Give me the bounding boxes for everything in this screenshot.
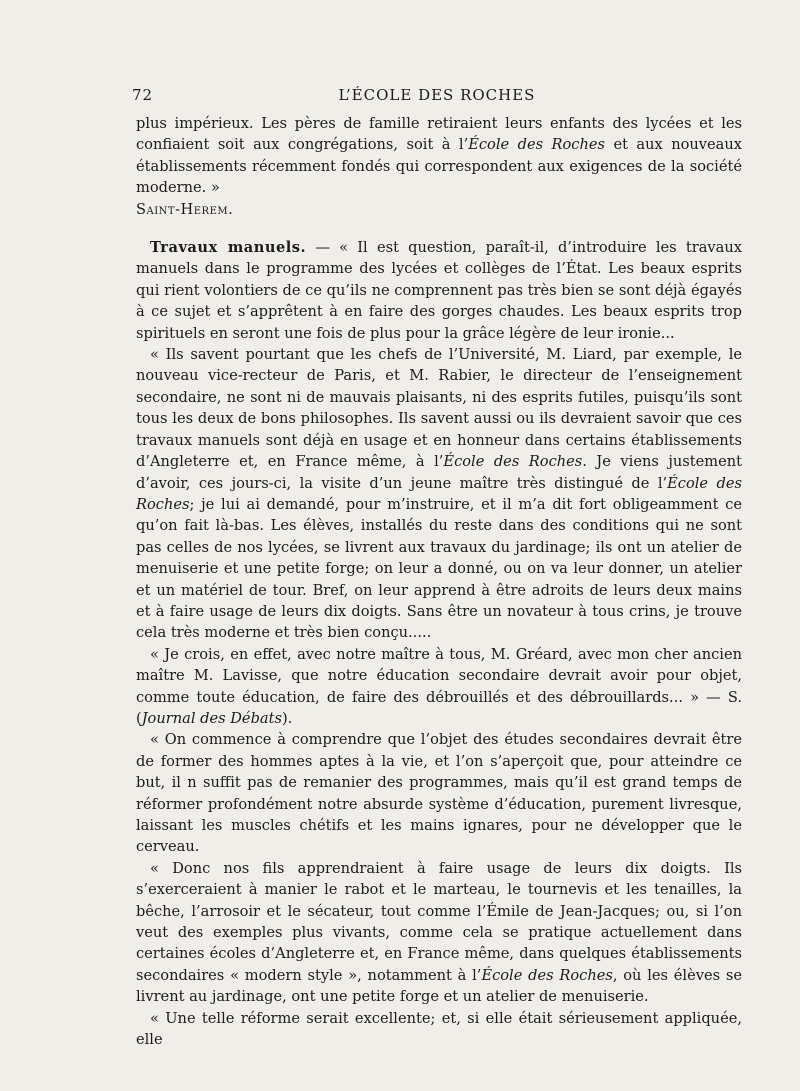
paragraph-3-italic-2: École des Roches: [136, 474, 742, 513]
paragraph-5: « On commence à comprendre que l’objet des études secondaires devrait être de former des hommes aptes à la vie, et l’on s’aperçoit que, pour atteindre ce but, il n suffit pas de remanier des programmes, mais qu’il est grand temps de réformer profondément notre absurde système d’éducation, purement livresque, laissant les muscles chétifs et les mains ignares, pour ne développer que le cerveau.: [136, 731, 742, 856]
paragraph-2-text: — « Il est question, paraît-il, d’introduire les travaux manuels dans le programme des lycées et collèges de l’État. Les beaux esprits qui rient volontiers de ce qu’ils ne comprennent pas très bien se sont déjà égayés à ce sujet et s’apprêtent à en faire des gorges chaudes. Les beaux esprits trop spirituels en seront une fois de plus pour la grâce légère de leur ironie...: [136, 239, 743, 342]
paragraph-3: [136, 344, 742, 644]
paragraph-3-italic-1: École des Roches: [443, 453, 583, 471]
running-header: [132, 86, 742, 108]
paragraph-4-text-2: ).: [281, 709, 293, 727]
paragraph-4: [136, 644, 742, 730]
paragraph-1-italic: École des Roches: [468, 136, 605, 154]
section-gap: [136, 220, 742, 237]
paragraph-2: [136, 237, 742, 344]
paragraph-1-text-2: et aux nouveaux établissements récemment fondés qui correspondent aux exigences de la société moderne. »: [136, 136, 742, 197]
paragraph-4-text: « Je crois, en effet, avec notre maître à tous, M. Gréard, avec mon cher ancien maître M. Lavisse, que notre éducation secondaire devrait avoir pour objet, comme toute éducation, de faire des débrouillés et des débrouillards... » — S. (: [136, 645, 742, 727]
paragraph-4-italic: Journal des Débats: [141, 709, 282, 727]
paragraph-1-text: plus impérieux. Les pères de famille retiraient leurs enfants des lycées et les confiaient soit aux congrégations, soit à l’: [136, 115, 742, 154]
signature-saint-herem: Saint-Herem.: [136, 200, 234, 218]
running-title: L’ÉCOLE DES ROCHES: [338, 86, 536, 104]
paragraph-6-italic: École des Roches: [481, 966, 613, 984]
paragraph-3-text-2: . Je viens justement d’avoir, ces jours-ci, la visite d’un jeune maître très distingué de l’: [136, 453, 742, 492]
paragraph-3-text-3: ; je lui ai demandé, pour m’instruire, et il m’a dit fort obligeamment ce qu’on fait là-bas. Les élèves, installés du reste dans des conditions qui ne sont pas celles de nos lycées, se livrent aux travaux du jardinage; ils ont un atelier de menuiserie et une petite forge; on leur a donné, ou on va leur donner, un atelier et un matériel de tour. Bref, on leur apprend à être adroits de leurs deux mains et à faire usage de leurs dix doigts. Sans être un novateur à tous crins, je trouve cela très moderne et très bien conçu.....: [136, 495, 742, 642]
paragraph-7: « Une telle réforme serait excellente; et, si elle était sérieusement appliquée, elle: [136, 1009, 742, 1049]
page-body: [136, 113, 742, 1050]
paragraph-3-text: « Ils savent pourtant que les chefs de l’Université, M. Liard, par exemple, le nouveau vice-recteur de Paris, et M. Rabier, le directeur de l’enseignement secondaire, ne sont ni de mauvais plaisants, ni des esprits futiles, puisqu’ils sont tous les deux de bons philosophes. Ils savent aussi ou ils devraient savoir que ces travaux manuels sont déjà en usage et en honneur dans certains établissements d’Angleterre et, en France même, à l’: [136, 346, 742, 471]
paragraph-1: [136, 113, 742, 199]
section-heading: Travaux manuels.: [150, 239, 307, 257]
paragraph-6: [136, 858, 742, 1008]
paragraph-6-text: « Donc nos fils apprendraient à faire usage de leurs dix doigts. Ils s’exerceraient à manier le rabot et le marteau, le tournevis et les tenailles, la bêche, l’arrosoir et le sécateur, tout comme l’Émile de Jean-Jacques; ou, si l’on veut des exemples plus vivants, comme cela se pratique actuellement dans certaines écoles d’Angleterre et, en France même, dans quelques établissements secondaires « modern style », notamment à l’: [136, 859, 742, 984]
paragraph-6-text-2: , où les élèves se livrent au jardinage, ont une petite forge et un atelier de menuiserie.: [136, 966, 742, 1006]
page-number: 72: [132, 86, 154, 104]
